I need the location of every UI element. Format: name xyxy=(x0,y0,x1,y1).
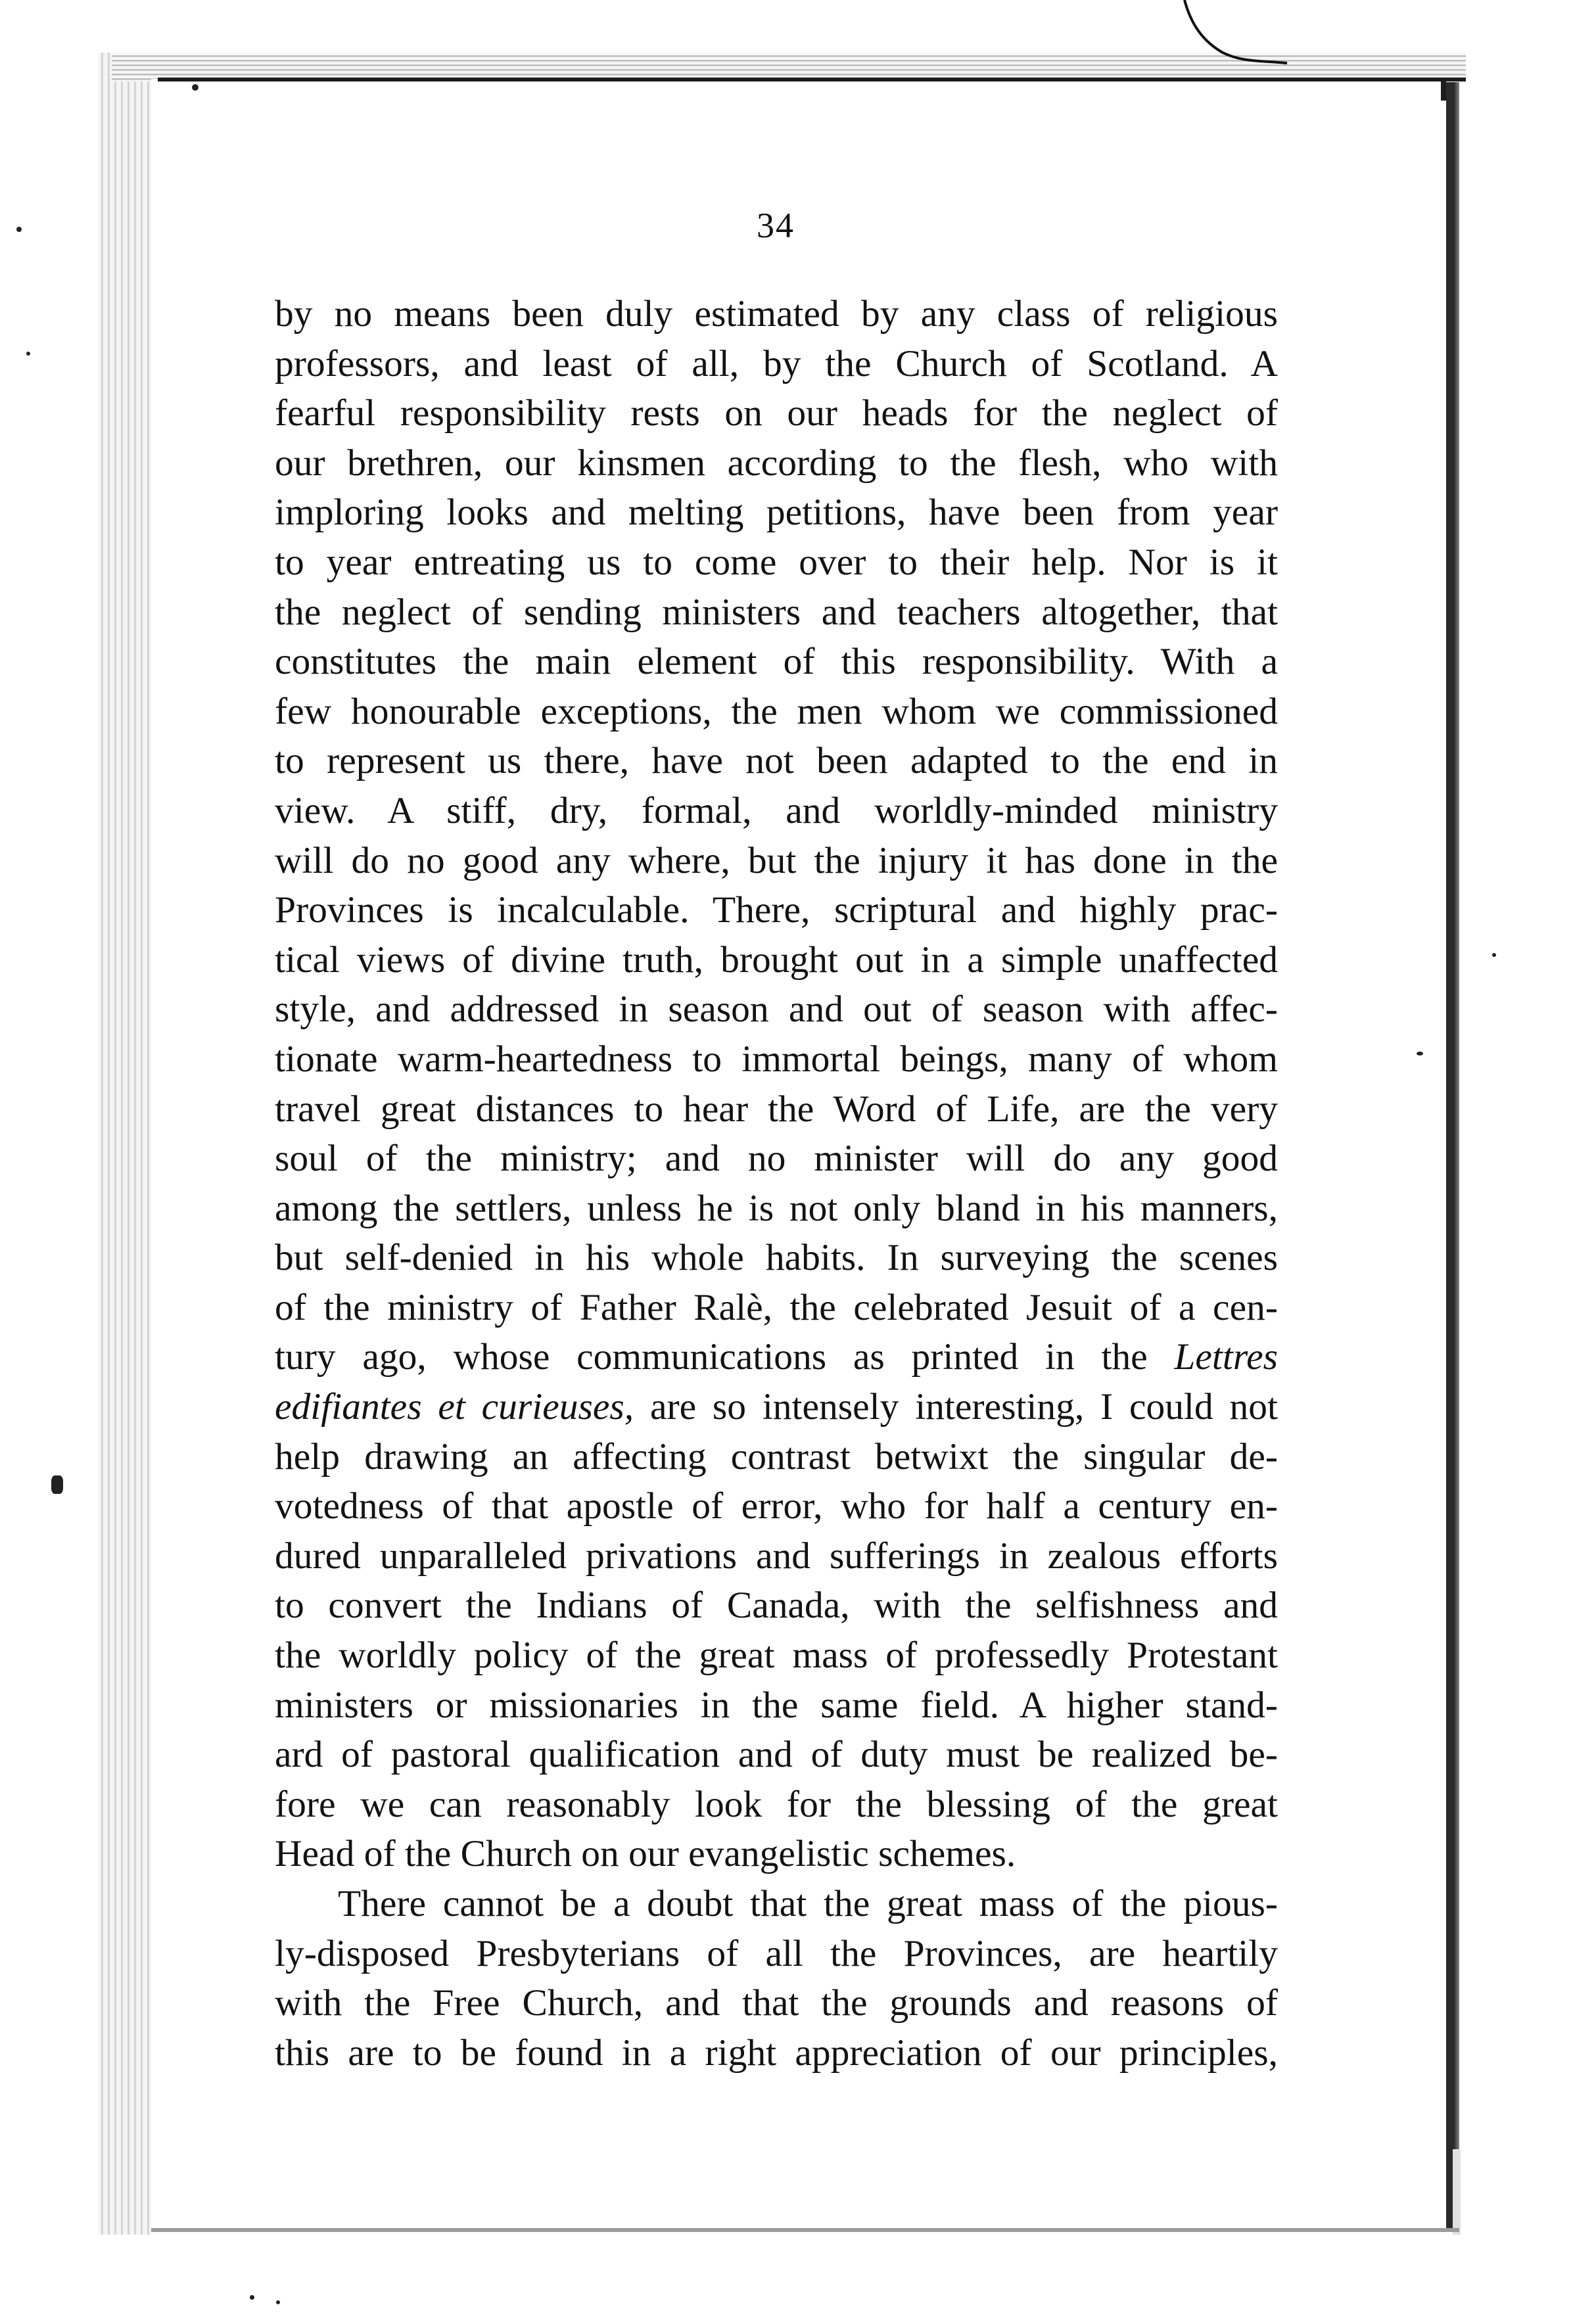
text-line: dured unparalleled privations and sufferings in zealous efforts xyxy=(275,1535,1278,1577)
text-line: will do no good any where, but the injury it has done in the xyxy=(275,839,1278,881)
body-text xyxy=(275,289,1278,2078)
text-line: constitutes the main element of this responsibility. With a xyxy=(275,641,1278,683)
text-line: ly-disposed Presbyterians of all the Provinces, are heartily xyxy=(275,1932,1278,1974)
text-line: travel great distances to hear the Word of Life, are the very xyxy=(275,1088,1278,1130)
text-line xyxy=(275,1382,1278,1432)
italic-title: edifiantes et curieuses, xyxy=(275,1386,634,1428)
speck xyxy=(26,352,30,356)
speck xyxy=(276,2300,280,2304)
text-line: votedness of that apostle of error, who for half a century en- xyxy=(275,1485,1278,1527)
text-line: with the Free Church, and that the grounds and reasons of xyxy=(275,1982,1278,2024)
text-line: There cannot be a doubt that the great mass of the pious- xyxy=(338,1883,1278,1924)
text-line: view. A stiff, dry, formal, and worldly-minded ministry xyxy=(275,789,1278,831)
page-bottom-edge xyxy=(151,2228,1459,2232)
page-right-tail xyxy=(1453,2149,1461,2235)
text-line: few honourable exceptions, the men whom we commissioned xyxy=(275,690,1278,732)
text-line: tionate warm-heartedness to immortal beings, many of whom xyxy=(275,1038,1278,1080)
text-line: ard of pastoral qualification and of duty must be realized be- xyxy=(275,1734,1278,1776)
text-line: among the settlers, unless he is not only bland in his manners, xyxy=(275,1187,1278,1229)
page-number: 34 xyxy=(757,206,795,245)
text-line: to year entreating us to come over to their help. Nor is it xyxy=(275,541,1278,583)
text-run: are so intensely interesting, I could not xyxy=(634,1386,1278,1428)
text-run: tury ago, whose communications as printed in the xyxy=(275,1336,1175,1378)
text-line: to convert the Indians of Canada, with the selfishness and xyxy=(275,1585,1278,1627)
text-line: our brethren, our kinsmen according to the flesh, who with xyxy=(275,442,1278,484)
text-line: fearful responsibility rests on our heads for the neglect of xyxy=(275,392,1278,434)
text-line: help drawing an affecting contrast betwixt the singular de- xyxy=(275,1435,1278,1477)
text-line: imploring looks and melting petitions, have been from year xyxy=(275,492,1278,534)
text-line: Head of the Church on our evangelistic schemes. xyxy=(275,1833,1016,1875)
text-line: ministers or missionaries in the same field. A higher stand- xyxy=(275,1684,1278,1726)
text-line: Provinces is incalculable. There, scriptural and highly prac- xyxy=(275,889,1278,931)
text-line: of the ministry of Father Ralè, the celebrated Jesuit of a cen- xyxy=(275,1286,1278,1328)
speck xyxy=(1417,1052,1423,1056)
text-line: the worldly policy of the great mass of professedly Protestant xyxy=(275,1635,1278,1677)
speck xyxy=(1492,953,1496,957)
text-line: fore we can reasonably look for the blessing of the great xyxy=(275,1783,1278,1825)
speck xyxy=(250,2295,254,2300)
page-stack-edges xyxy=(99,53,158,2235)
speck xyxy=(192,84,199,91)
speck xyxy=(51,1476,63,1494)
page-corner-mark xyxy=(1441,78,1446,101)
text-line: but self-denied in his whole habits. In surveying the scenes xyxy=(275,1237,1278,1279)
italic-title: Lettres xyxy=(1174,1336,1278,1378)
text-line: this are to be found in a right appreciation of our principles, xyxy=(275,2032,1278,2074)
text-line: by no means been duly estimated by any class of religious xyxy=(275,293,1278,335)
page-right-shadow xyxy=(1446,82,1459,2228)
text-line: to represent us there, have not been adapted to the end in xyxy=(275,740,1278,782)
text-line: the neglect of sending ministers and teachers altogether, that xyxy=(275,591,1278,633)
corner-stroke-mark xyxy=(1183,0,1288,72)
page-top-border xyxy=(158,78,1466,81)
text-line: soul of the ministry; and no minister will do any good xyxy=(275,1138,1278,1180)
text-line: style, and addressed in season and out of season with affec- xyxy=(275,988,1278,1031)
speck xyxy=(16,227,22,232)
text-line: tical views of divine truth, brought out in a simple unaffected xyxy=(275,939,1278,981)
text-line: professors, and least of all, by the Church of Scotland. A xyxy=(275,342,1278,384)
text-line xyxy=(275,1332,1278,1382)
